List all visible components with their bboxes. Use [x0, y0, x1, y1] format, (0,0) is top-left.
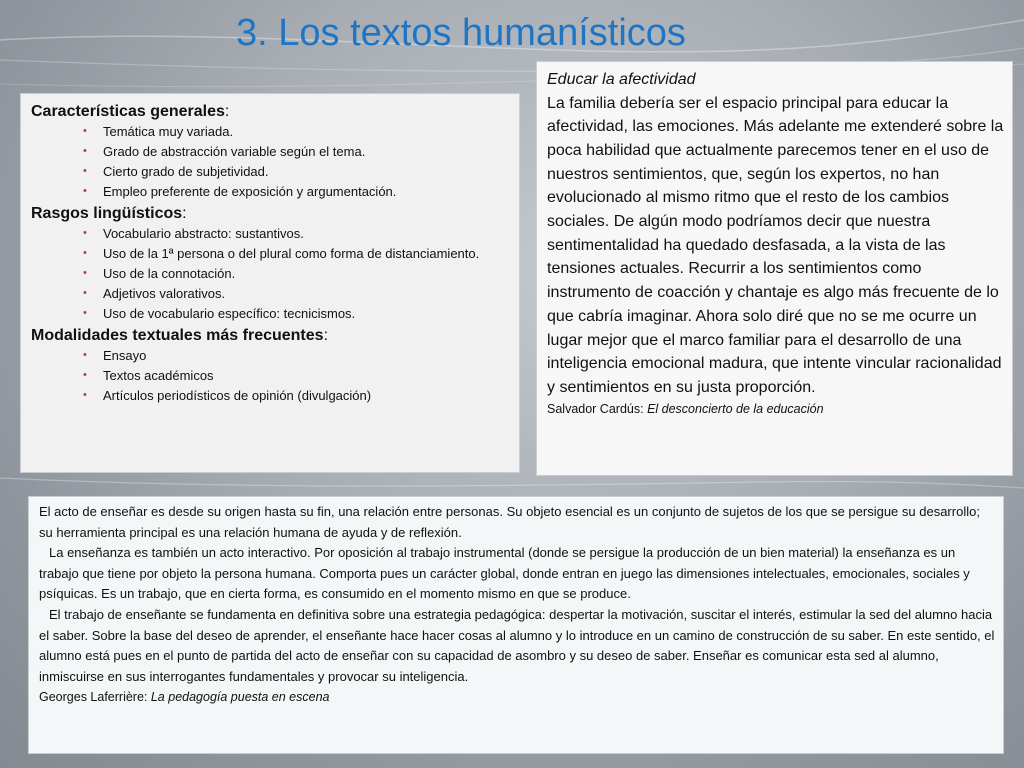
list-item — [31, 348, 509, 363]
bullet-icon: • — [83, 369, 87, 381]
list-item — [31, 368, 509, 383]
list-item-text: Empleo preferente de exposición y argumentación. — [103, 184, 397, 199]
list-item-text: Uso de la 1ª persona o del plural como forma de distanciamiento. — [103, 246, 480, 261]
list-item-text: Uso de vocabulario específico: tecnicismos. — [103, 306, 356, 321]
section-general — [31, 102, 509, 199]
section-heading-colon: : — [224, 103, 230, 120]
quote-source — [547, 400, 1004, 418]
section-heading-colon: : — [182, 205, 187, 222]
list-item-text: Temática muy variada. — [103, 124, 234, 139]
slide-title: 3. Los textos humanísticos — [236, 12, 686, 54]
section-heading — [31, 204, 509, 224]
list-item — [31, 306, 509, 321]
list-item — [31, 266, 509, 281]
section-heading-colon: : — [323, 327, 329, 344]
list-item — [31, 184, 509, 199]
bullet-list — [31, 348, 509, 403]
quote-body: La familia debería ser el espacio principal para educar la afectividad, las emociones. Más adelante me extenderé sobre la poca habilidad que actualmente parecemos tener en el uso de nuestros sentimientos, que, según los expertos, no han evolucionado al mismo ritmo que el resto de los cambios sociales. De algún modo podríamos decir que nuestra sentimentalidad ha quedado desfasada, a la vista de las tensiones actuales. Recurrir a los sentimientos como instrumento de coacción y chantaje es algo más frecuente de lo que cabría imaginar. Ahora solo diré que no se me ocurre un lugar mejor que el marco familiar para el desarrollo de una inteligencia emocional madura, que intente vincular racionalidad y sentimientos en su justa proporción. — [547, 94, 1004, 396]
list-item — [31, 124, 509, 139]
list-item-text: Grado de abstracción variable según el tema. — [103, 144, 366, 159]
list-item-text: Vocabulario abstracto: sustantivos. — [103, 226, 304, 241]
list-item-text: Textos académicos — [103, 368, 214, 383]
bullet-icon: • — [83, 307, 87, 319]
bullet-icon: • — [83, 389, 87, 401]
list-item — [31, 226, 509, 241]
section-modalities — [31, 326, 509, 403]
section-heading — [31, 102, 509, 122]
bottom-text-box — [28, 496, 1004, 754]
list-item-text: Ensayo — [103, 348, 147, 363]
bullet-icon: • — [83, 349, 87, 361]
quote-box — [536, 61, 1013, 476]
list-item — [31, 286, 509, 301]
list-item — [31, 144, 509, 159]
bullet-list — [31, 124, 509, 199]
quote-source-author: Salvador Cardús: — [547, 401, 648, 416]
bullet-icon: • — [83, 125, 87, 137]
bullet-icon: • — [83, 247, 87, 259]
quote-source-work: El desconcierto de la educación — [647, 401, 824, 416]
section-linguistic — [31, 204, 509, 321]
section-heading-label: Rasgos lingüísticos — [31, 205, 183, 222]
section-heading-label: Modalidades textuales más frecuentes — [31, 327, 324, 344]
bullet-icon: • — [83, 227, 87, 239]
list-item — [31, 164, 509, 179]
bottom-paragraph: La enseñanza es también un acto interactivo. Por oposición al trabajo instrumental (donde se persigue la producción de un bien material) la enseñanza es un trabajo que tiene por objeto la persona humana. Comporta pues un carácter global, donde entran en juego las dimensiones intelectuales, emocionales, sociales y psíquicas. Es un trabajo, que en cierta forma, es consumido en el momento mismo en que se produce. — [39, 545, 970, 602]
list-item — [31, 388, 509, 403]
bullet-icon: • — [83, 165, 87, 177]
list-item — [31, 246, 509, 261]
characteristics-box — [20, 93, 520, 473]
bullet-icon: • — [83, 267, 87, 279]
section-heading — [31, 326, 509, 346]
list-item-text: Uso de la connotación. — [103, 266, 236, 281]
bottom-paragraph: El trabajo de enseñante se fundamenta en definitiva sobre una estrategia pedagógica: despertar la motivación, suscitar el interés, estimular la sed del alumno hacia el saber. Sobre la base del deseo de aprender, el enseñante hace hacer cosas al alumno y lo introduce en un camino de construcción de su saber. En este sentido, el alumno está pues en el punto de partida del acto de enseñar con su capacidad de asombro y su deseo de saber. Enseñar es comunicar esta sed al alumno, inmiscuirse en sus interrogantes fundamentales y provocar su inteligencia. — [39, 606, 995, 684]
quote-title: Educar la afectividad — [547, 71, 696, 88]
list-item-text: Cierto grado de subjetividad. — [103, 164, 269, 179]
bottom-source-author: Georges Laferrière: — [39, 690, 151, 705]
bottom-source — [39, 687, 995, 707]
section-heading-label: Características generales — [31, 103, 225, 120]
bullet-list — [31, 226, 509, 321]
list-item-text: Artículos periodísticos de opinión (divulgación) — [103, 388, 372, 403]
bottom-paragraph: El acto de enseñar es desde su origen hasta su fin, una relación entre personas. Su objeto esencial es un conjunto de sujetos de los que se persigue su desarrollo; su herramienta principal es una relación humana de ayuda y de reflexión. — [39, 504, 980, 540]
bottom-source-work: La pedagogía puesta en escena — [150, 690, 330, 705]
bullet-icon: • — [83, 185, 87, 197]
bullet-icon: • — [83, 287, 87, 299]
list-item-text: Adjetivos valorativos. — [103, 286, 226, 301]
bullet-icon: • — [83, 145, 87, 157]
